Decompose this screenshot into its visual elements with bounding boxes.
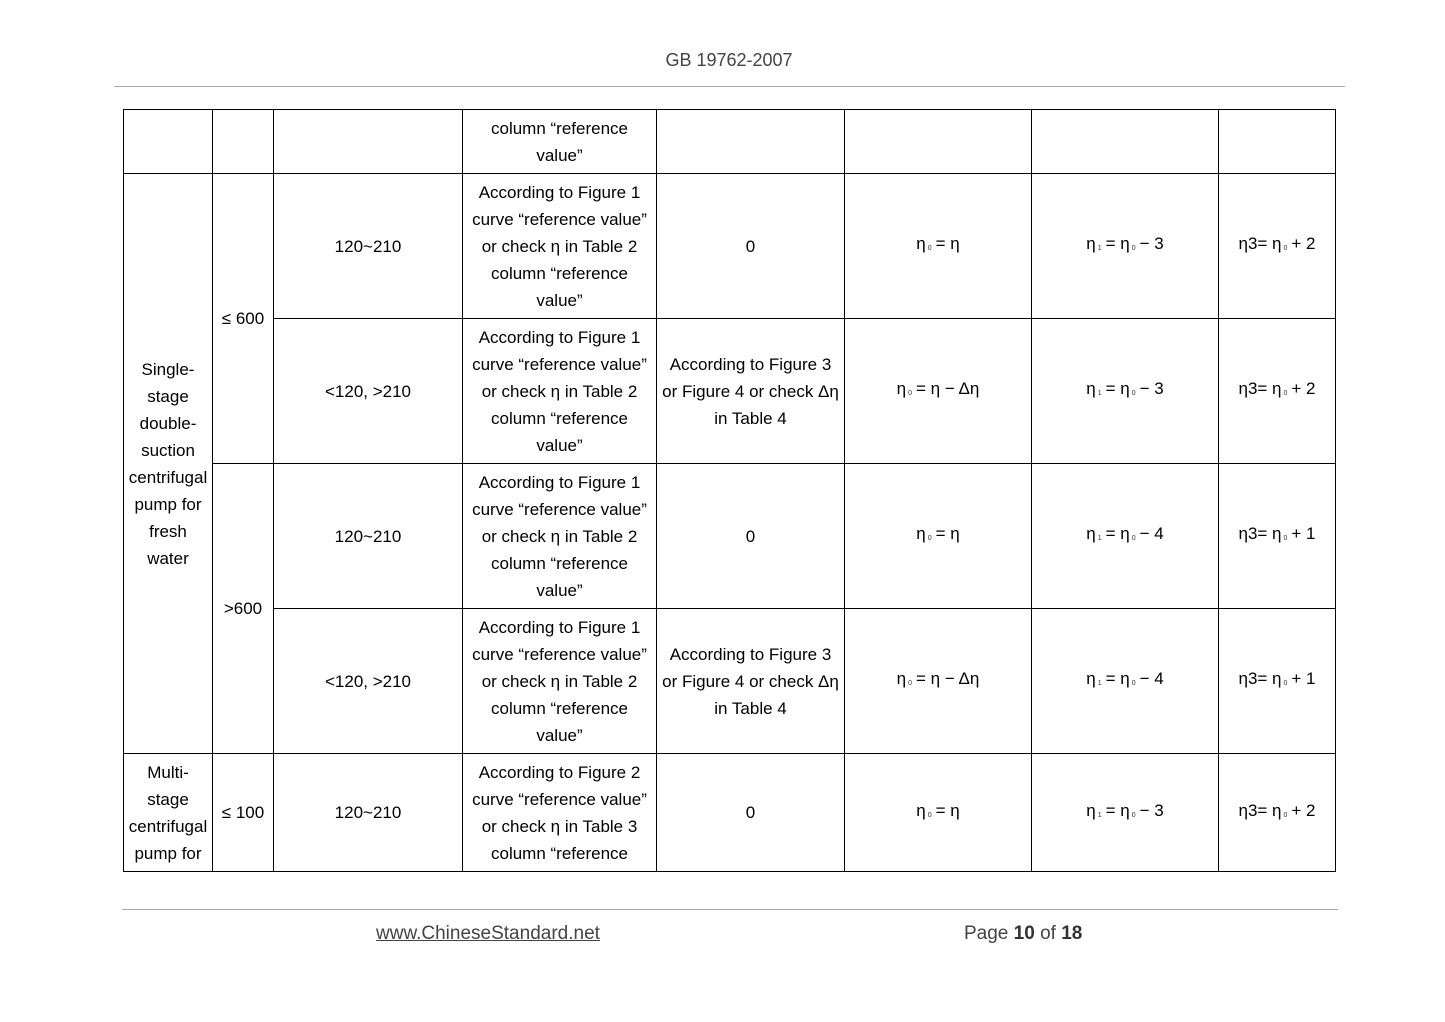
- efficiency-table: [123, 109, 1336, 872]
- eta3-main: η3= η: [1238, 524, 1282, 543]
- table-cell: [1219, 110, 1336, 174]
- table-row: [124, 319, 1336, 464]
- eta1-main: η: [1086, 524, 1096, 543]
- eta0-cell: [845, 754, 1032, 872]
- eta0-rhs: = η: [935, 234, 960, 253]
- eta3-subscript: 0: [1283, 535, 1288, 542]
- eta0-subscript: 0: [908, 680, 912, 687]
- eta3-main: η3= η: [1238, 669, 1282, 688]
- eta0-cell: [845, 609, 1032, 754]
- eta0-subscript: 0: [927, 245, 932, 252]
- page-indicator: [964, 923, 1082, 945]
- eta3-rhs: + 2: [1291, 234, 1316, 253]
- document-id-header: GB 19762-2007: [665, 50, 793, 70]
- page-prefix: Page: [964, 923, 1009, 944]
- table-cell: [845, 110, 1032, 174]
- eta1-main: η: [1086, 379, 1096, 398]
- flow-cell: >600: [213, 464, 274, 754]
- eta3-rhs: + 2: [1291, 379, 1316, 398]
- specific-speed-cell: 120~210: [274, 464, 463, 609]
- eta1-mid: = η: [1105, 234, 1130, 253]
- reference-cell: According to Figure 1 curve “reference value” or check η in Table 2 column “reference value”: [463, 609, 657, 754]
- eta0-main: η: [896, 669, 907, 688]
- eta3-rhs: + 1: [1291, 524, 1316, 543]
- eta0-cell: [845, 464, 1032, 609]
- table-row: [124, 609, 1336, 754]
- eta1-rhs: − 3: [1139, 379, 1164, 398]
- eta0-cell: [845, 319, 1032, 464]
- eta3-cell: [1219, 174, 1336, 319]
- table-row: [124, 174, 1336, 319]
- specific-speed-cell: <120, >210: [274, 609, 463, 754]
- eta0-rhs: = η: [935, 524, 960, 543]
- eta3-cell: [1219, 609, 1336, 754]
- table-row: [124, 754, 1336, 872]
- eta3-cell: [1219, 319, 1336, 464]
- eta1-subscript: 1: [1097, 811, 1102, 819]
- eta3-subscript: 0: [1283, 811, 1288, 819]
- delta-eta-cell: 0: [657, 754, 845, 872]
- eta1-subscript: 1: [1097, 535, 1102, 542]
- delta-eta-cell: According to Figure 3 or Figure 4 or check Δη in Table 4: [657, 319, 845, 464]
- eta3-main: η3= η: [1238, 800, 1282, 820]
- specific-speed-cell: <120, >210: [274, 319, 463, 464]
- eta1-rhs: − 3: [1139, 800, 1164, 820]
- eta0-rhs: = η − Δη: [916, 379, 980, 398]
- delta-eta-cell: 0: [657, 174, 845, 319]
- eta1-subscript: 1: [1097, 680, 1102, 687]
- page-of: of: [1040, 923, 1056, 944]
- eta1-cell: [1032, 174, 1219, 319]
- eta0-main: η: [896, 379, 907, 398]
- eta1-cell: [1032, 464, 1219, 609]
- eta1-cell: [1032, 319, 1219, 464]
- eta1-subscript: 1: [1097, 245, 1102, 252]
- eta3-cell: [1219, 464, 1336, 609]
- eta1-rhs: − 4: [1139, 669, 1164, 688]
- website-link[interactable]: www.ChineseStandard.net: [376, 923, 600, 944]
- specific-speed-cell: 120~210: [274, 174, 463, 319]
- table-row: [124, 464, 1336, 609]
- reference-cell: According to Figure 1 curve “reference value” or check η in Table 2 column “reference value”: [463, 174, 657, 319]
- delta-eta-cell: According to Figure 3 or Figure 4 or check Δη in Table 4: [657, 609, 845, 754]
- delta-eta-cell: 0: [657, 464, 845, 609]
- page-total: 18: [1061, 923, 1083, 944]
- eta1-subscript-0: 0: [1131, 245, 1136, 252]
- table-cell: [274, 110, 463, 174]
- reference-cell: According to Figure 1 curve “reference value” or check η in Table 2 column “reference value”: [463, 464, 657, 609]
- eta1-rhs: − 4: [1139, 524, 1164, 543]
- eta3-subscript: 0: [1283, 245, 1288, 252]
- pump-type-cell: Multi-stage centrifugal pump for: [124, 754, 213, 872]
- eta1-subscript: 1: [1097, 390, 1102, 397]
- eta3-subscript: 0: [1283, 390, 1288, 397]
- table-cell: [213, 110, 274, 174]
- table-cell: [657, 110, 845, 174]
- flow-cell: ≤ 100: [213, 754, 274, 872]
- eta0-main: η: [916, 234, 926, 253]
- eta1-main: η: [1086, 669, 1096, 688]
- eta3-main: η3= η: [1238, 234, 1282, 253]
- eta1-mid: = η: [1105, 524, 1130, 543]
- eta1-subscript-0: 0: [1131, 535, 1136, 542]
- eta1-main: η: [1086, 800, 1096, 820]
- flow-cell: ≤ 600: [213, 174, 274, 464]
- table-cell: [124, 110, 213, 174]
- footer-divider: [122, 909, 1338, 910]
- header-divider: [114, 86, 1345, 87]
- eta0-main: η: [916, 524, 926, 543]
- eta3-main: η3= η: [1238, 379, 1282, 398]
- eta1-cell: [1032, 609, 1219, 754]
- eta1-rhs: − 3: [1139, 234, 1164, 253]
- eta0-subscript: 0: [908, 390, 912, 397]
- eta0-rhs: = η − Δη: [916, 669, 980, 688]
- reference-cell: According to Figure 2 curve “reference value” or check η in Table 3 column “reference: [463, 754, 657, 872]
- eta3-rhs: + 1: [1291, 669, 1316, 688]
- eta1-subscript-0: 0: [1131, 390, 1136, 397]
- eta1-mid: = η: [1105, 800, 1130, 820]
- page-number: 10: [1013, 923, 1035, 944]
- eta0-rhs: = η: [935, 800, 960, 820]
- eta3-subscript: 0: [1283, 680, 1288, 687]
- eta1-mid: = η: [1105, 379, 1130, 398]
- table-row: [124, 110, 1336, 174]
- eta0-main: η: [916, 800, 926, 820]
- table-cell: [1032, 110, 1219, 174]
- eta1-main: η: [1086, 234, 1096, 253]
- eta0-subscript: 0: [927, 811, 932, 819]
- reference-cell: column “reference value”: [463, 110, 657, 174]
- eta3-rhs: + 2: [1291, 800, 1316, 820]
- eta1-mid: = η: [1105, 669, 1130, 688]
- pump-type-cell: Single-stage double-suction centrifugal pump for fresh water: [124, 174, 213, 754]
- eta0-cell: [845, 174, 1032, 319]
- eta0-subscript: 0: [927, 535, 932, 542]
- reference-cell: According to Figure 1 curve “reference value” or check η in Table 2 column “reference value”: [463, 319, 657, 464]
- eta1-subscript-0: 0: [1131, 680, 1136, 687]
- eta1-subscript-0: 0: [1131, 811, 1136, 819]
- specific-speed-cell: 120~210: [274, 754, 463, 872]
- eta3-cell: [1219, 754, 1336, 872]
- eta1-cell: [1032, 754, 1219, 872]
